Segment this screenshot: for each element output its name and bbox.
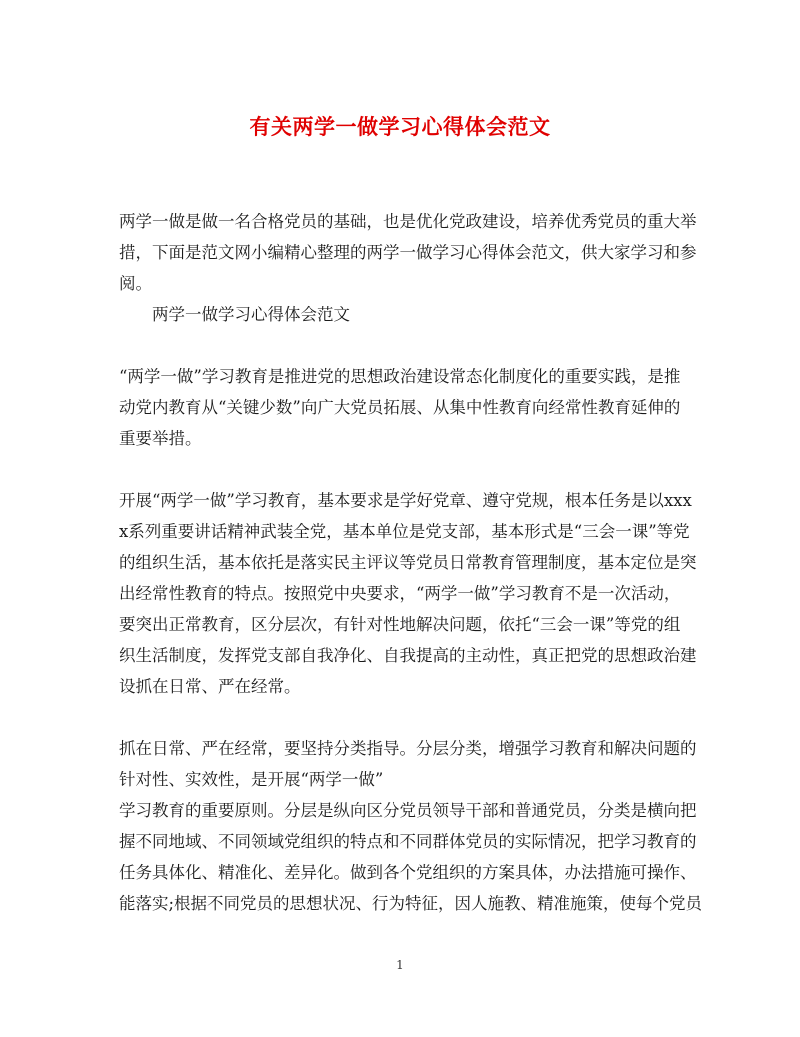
paragraph-line: 织生活制度，发挥党支部自我净化、自我提高的主动性，真正把党的思想政治建 [119, 646, 697, 665]
intro-line: 两学一做是做一名合格党员的基础，也是优化党政建设，培养优秀党员的重大举 [119, 212, 697, 231]
paragraph-line: “两学一做”学习教育是推进党的思想政治建设常态化制度化的重要实践，是推 [119, 367, 681, 386]
paragraph-line: 开展“两学一做”学习教育，基本要求是学好党章、遵守党规，根本任务是以xxx [119, 491, 692, 510]
document-title: 有关两学一做学习心得体会范文 [249, 114, 551, 139]
intro-line: 措，下面是范文网小编精心整理的两学一做学习心得体会范文，供大家学习和参 [119, 243, 697, 262]
paragraph-line: 针对性、实效性，是开展“两学一做” [119, 770, 384, 789]
paragraph-line: 出经常性教育的特点。按照党中央要求，“两学一做”学习教育不是一次活动， [119, 584, 681, 603]
paragraph-line: 抓在日常、严在经常，要坚持分类指导。分层分类，增强学习教育和解决问题的 [119, 739, 697, 758]
paragraph-line: 握不同地域、不同领域党组织的特点和不同群体党员的实际情况，把学习教育的 [119, 832, 697, 851]
paragraph-line: 学习教育的重要原则。分层是纵向区分党员领导干部和普通党员，分类是横向把 [119, 801, 697, 820]
page-number: 1 [396, 958, 404, 972]
paragraph-line: 重要举措。 [119, 429, 202, 448]
paragraph-line: 能落实;根据不同党员的思想状况、行为特征，因人施教、精准施策，使每个党员 [119, 894, 703, 913]
paragraph-line: x系列重要讲话精神武装全党，基本单位是党支部，基本形式是“三会一课”等党 [119, 522, 690, 541]
paragraph-line: 任务具体化、精准化、差异化。做到各个党组织的方案具体，办法措施可操作、 [119, 863, 697, 882]
paragraph-line: 的组织生活，基本依托是落实民主评议等党员日常教育管理制度，基本定位是突 [119, 553, 697, 572]
paragraph-line: 要突出正常教育，区分层次，有针对性地解决问题，依托“三会一课”等党的组 [119, 615, 681, 634]
paragraph-line: 动党内教育从“关键少数”向广大党员拓展、从集中性教育向经常性教育延伸的 [119, 398, 681, 417]
section-subtitle: 两学一做学习心得体会范文 [152, 305, 350, 324]
intro-line: 阅。 [119, 274, 152, 293]
paragraph-line: 设抓在日常、严在经常。 [119, 677, 301, 696]
